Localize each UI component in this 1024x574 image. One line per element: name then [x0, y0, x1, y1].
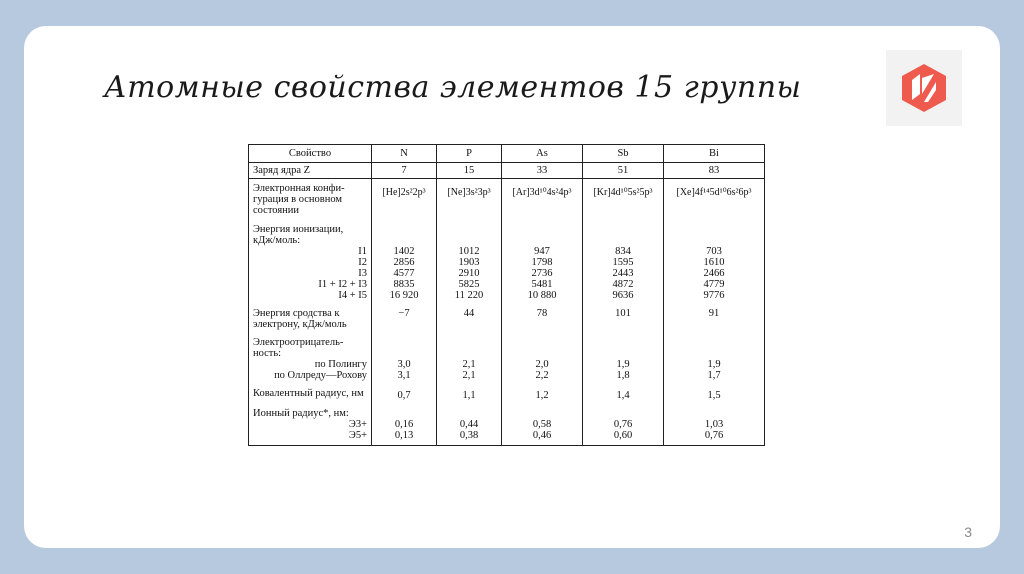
table-row — [249, 381, 765, 401]
allred-label: по Оллреду—Рохову — [274, 370, 367, 381]
ionic-radius-label: Ионный радиус*, нм: — [249, 401, 372, 419]
header-sb: Sb — [583, 145, 664, 163]
ionization-value: 9636 — [583, 290, 664, 301]
allred-value: 1,8 — [583, 370, 664, 381]
ionic5-value: 0,60 — [583, 430, 664, 446]
ionization-value: 4779 — [664, 279, 765, 290]
ionization-value: 9776 — [664, 290, 765, 301]
ionization-value: 947 — [502, 246, 583, 257]
affinity-label: Энергия сродства к электрону, кДж/моль — [249, 301, 372, 330]
pauling-value: 2,1 — [437, 359, 502, 370]
ionization-value: 5825 — [437, 279, 502, 290]
ionization-value: 2443 — [583, 268, 664, 279]
allred-value: 2,2 — [502, 370, 583, 381]
table-row — [249, 401, 765, 419]
z-value: 7 — [372, 163, 437, 179]
ionic5-value: 0,13 — [372, 430, 437, 446]
table-row — [249, 279, 765, 290]
affinity-value: 91 — [664, 301, 765, 330]
brand-logo-icon — [886, 50, 962, 126]
ionization-value: 834 — [583, 246, 664, 257]
ionization-value: 1595 — [583, 257, 664, 268]
ionization-value: 1610 — [664, 257, 765, 268]
header-p: P — [437, 145, 502, 163]
table-row — [249, 246, 765, 257]
table-row — [249, 370, 765, 381]
ionization-value: 2910 — [437, 268, 502, 279]
pauling-value: 1,9 — [583, 359, 664, 370]
slide — [24, 26, 1000, 548]
table-row — [249, 430, 765, 446]
config-value: [He]2s²2p³ — [372, 179, 437, 217]
header-property: Свойство — [249, 145, 372, 163]
ionization-value: 1402 — [372, 246, 437, 257]
covalent-value: 1,2 — [502, 381, 583, 401]
electronegativity-label: Электроотрицатель-ность: — [249, 330, 372, 359]
table-row — [249, 268, 765, 279]
z-value: 15 — [437, 163, 502, 179]
pauling-value: 1,9 — [664, 359, 765, 370]
ionic5-value: 0,46 — [502, 430, 583, 446]
config-value: [Kr]4d¹⁰5s²5p³ — [583, 179, 664, 217]
ionization-value: 5481 — [502, 279, 583, 290]
table-row — [249, 330, 765, 359]
config-label: Электронная конфи-гурация в основном состоянии — [249, 179, 372, 217]
table-row — [249, 179, 765, 217]
table-row — [249, 257, 765, 268]
ionization-value: 2736 — [502, 268, 583, 279]
ionization-value: 2856 — [372, 257, 437, 268]
ionic5-label: Э5+ — [348, 430, 367, 441]
allred-value: 1,7 — [664, 370, 765, 381]
ionization-value: 16 920 — [372, 290, 437, 301]
ionization-row-label: I3 — [358, 268, 367, 279]
affinity-value: 44 — [437, 301, 502, 330]
ionization-value: 4872 — [583, 279, 664, 290]
pauling-value: 2,0 — [502, 359, 583, 370]
z-value: 83 — [664, 163, 765, 179]
header-n: N — [372, 145, 437, 163]
ionization-value: 1903 — [437, 257, 502, 268]
config-value: [Xe]4f¹⁴5d¹⁰6s²6p³ — [664, 179, 765, 217]
ionization-value: 1012 — [437, 246, 502, 257]
affinity-value: 101 — [583, 301, 664, 330]
header-as: As — [502, 145, 583, 163]
config-value: [Ne]3s²3p³ — [437, 179, 502, 217]
atomic-properties-table — [248, 144, 765, 446]
ionization-value: 1798 — [502, 257, 583, 268]
table-row — [249, 419, 765, 430]
ionic3-value: 0,44 — [437, 419, 502, 430]
table-row — [249, 163, 765, 179]
affinity-value: −7 — [372, 301, 437, 330]
covalent-value: 0,7 — [372, 381, 437, 401]
ionic3-value: 0,58 — [502, 419, 583, 430]
covalent-label: Ковалентный радиус, нм — [249, 381, 372, 401]
ionic5-value: 0,38 — [437, 430, 502, 446]
ionization-value: 8835 — [372, 279, 437, 290]
table-header-row — [249, 145, 765, 163]
ionic3-value: 1,03 — [664, 419, 765, 430]
covalent-value: 1,5 — [664, 381, 765, 401]
z-value: 51 — [583, 163, 664, 179]
table-row — [249, 301, 765, 330]
covalent-value: 1,1 — [437, 381, 502, 401]
table-row — [249, 290, 765, 301]
ionization-row-label: I4 + I5 — [338, 290, 367, 301]
config-value: [Ar]3d¹⁰4s²4p³ — [502, 179, 583, 217]
ionization-row-label: I2 — [358, 257, 367, 268]
ionization-value: 4577 — [372, 268, 437, 279]
ionization-row-label: I1 — [358, 246, 367, 257]
z-label: Заряд ядра Z — [249, 163, 372, 179]
ionization-value: 2466 — [664, 268, 765, 279]
pauling-value: 3,0 — [372, 359, 437, 370]
pauling-label: по Полингу — [314, 359, 367, 370]
ionization-value: 10 880 — [502, 290, 583, 301]
page-number: 3 — [964, 524, 972, 540]
ionic3-value: 0,16 — [372, 419, 437, 430]
table-row — [249, 216, 765, 246]
header-bi: Bi — [664, 145, 765, 163]
ionization-row-label: I1 + I2 + I3 — [318, 279, 367, 290]
ionic5-value: 0,76 — [664, 430, 765, 446]
slide-title: Атомные свойства элементов 15 группы — [104, 70, 802, 105]
table-row — [249, 359, 765, 370]
z-value: 33 — [502, 163, 583, 179]
covalent-value: 1,4 — [583, 381, 664, 401]
allred-value: 2,1 — [437, 370, 502, 381]
ionization-value: 11 220 — [437, 290, 502, 301]
ionic3-value: 0,76 — [583, 419, 664, 430]
ionic3-label: Э3+ — [348, 419, 367, 430]
affinity-value: 78 — [502, 301, 583, 330]
allred-value: 3,1 — [372, 370, 437, 381]
ionization-value: 703 — [664, 246, 765, 257]
ionization-label: Энергия ионизации, кДж/моль: — [249, 216, 372, 246]
